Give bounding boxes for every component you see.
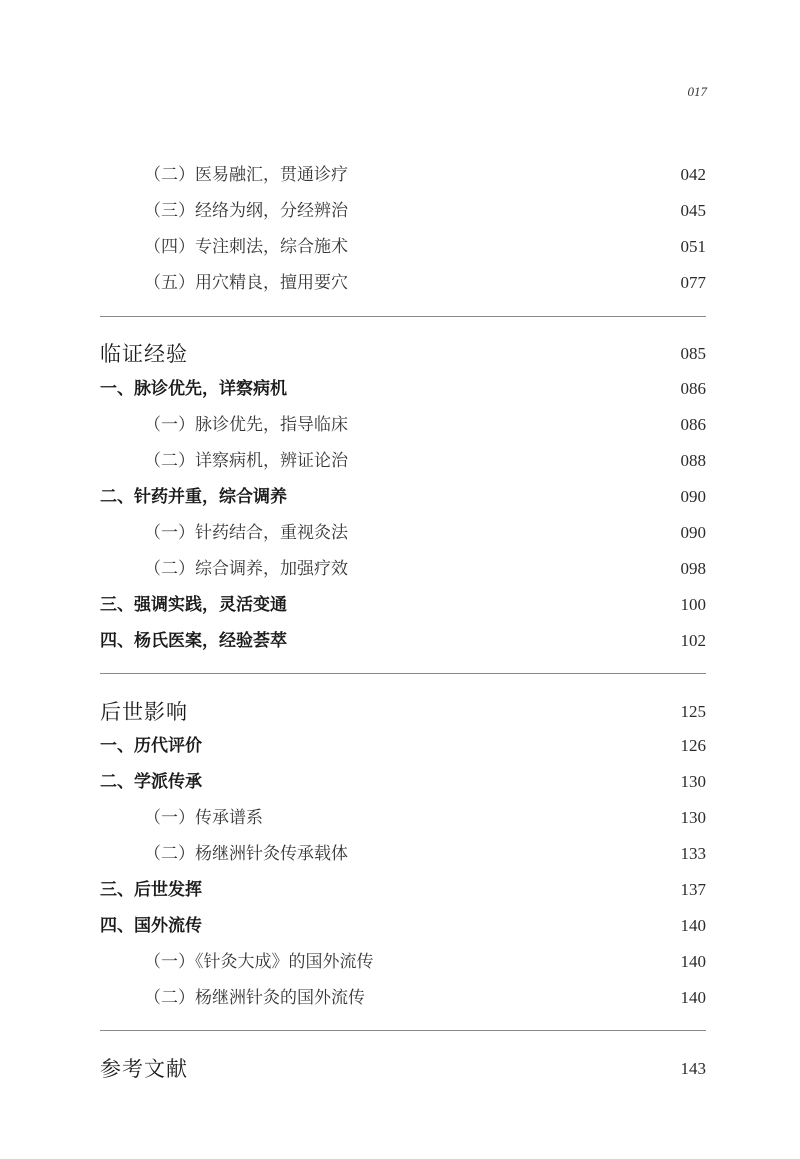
toc-entry[interactable] [100, 836, 706, 872]
section-divider [100, 673, 706, 674]
toc-entry-title: （二）杨继洲针灸传承载体 [144, 844, 348, 864]
toc-entry-page: 051 [680, 237, 706, 256]
toc-entry[interactable] [100, 944, 706, 980]
toc-entry[interactable] [100, 872, 706, 908]
toc-entry-title: 二、学派传承 [100, 772, 202, 792]
toc-section-heading[interactable] [100, 694, 706, 730]
toc-entry-page: 090 [680, 487, 706, 506]
toc-entry[interactable] [100, 800, 706, 836]
toc-entry-title: （一）针药结合，重视灸法 [144, 523, 348, 543]
toc-entry-title: 三、后世发挥 [100, 880, 202, 900]
toc-entry-page: 042 [680, 165, 706, 184]
toc-entry-page: 088 [680, 451, 706, 470]
toc-entry[interactable] [100, 443, 706, 479]
toc-entry-title: 三、强调实践，灵活变通 [100, 595, 287, 615]
toc-entry-page: 133 [680, 844, 706, 863]
toc-entry-title: （二）详察病机，辨证论治 [144, 451, 348, 471]
toc-entry-title: （二）综合调养，加强疗效 [144, 559, 348, 579]
toc-entry[interactable] [100, 623, 706, 659]
section-page: 085 [680, 344, 706, 363]
toc-entry[interactable] [100, 229, 706, 265]
toc-entry-page: 102 [680, 631, 706, 650]
toc-section-heading[interactable] [100, 336, 706, 372]
page-number: 017 [687, 84, 707, 99]
toc-entry-page: 130 [680, 808, 706, 827]
toc-entry[interactable] [100, 764, 706, 800]
toc-entry[interactable] [100, 157, 706, 193]
toc-entry-page: 140 [680, 916, 706, 935]
toc-entry-title: （一）《针灸大成》的国外流传 [144, 952, 374, 972]
toc-entry-title: 四、杨氏医案，经验荟萃 [100, 631, 287, 651]
section-title: 临证经验 [100, 342, 188, 366]
toc-entry[interactable] [100, 980, 706, 1016]
toc-entry-title: （一）脉诊优先，指导临床 [144, 415, 348, 435]
toc-entry-page: 137 [680, 880, 706, 899]
toc-entry-title: 四、国外流传 [100, 916, 202, 936]
toc-entry[interactable] [100, 407, 706, 443]
toc-entry-page: 140 [680, 988, 706, 1007]
toc-entry-title: 一、历代评价 [100, 736, 202, 756]
section-page: 125 [680, 702, 706, 721]
toc-entry-page: 140 [680, 952, 706, 971]
section-divider [100, 1030, 706, 1031]
toc-entry-page: 126 [680, 736, 706, 755]
toc-entry[interactable] [100, 551, 706, 587]
toc-entry-page: 130 [680, 772, 706, 791]
toc-entry[interactable] [100, 371, 706, 407]
toc-entry[interactable] [100, 908, 706, 944]
toc-entry[interactable] [100, 265, 706, 301]
toc-entry-page: 086 [680, 415, 706, 434]
toc-entry[interactable] [100, 193, 706, 229]
toc-section-heading[interactable] [100, 1051, 706, 1087]
toc-entry-title: （五）用穴精良，擅用要穴 [144, 273, 348, 293]
toc-entry[interactable] [100, 587, 706, 623]
toc-entry-title: 二、针药并重，综合调养 [100, 487, 287, 507]
section-title: 参考文献 [100, 1057, 188, 1081]
toc-entry-page: 100 [680, 595, 706, 614]
toc-entry-page: 090 [680, 523, 706, 542]
toc-entry-page: 045 [680, 201, 706, 220]
toc-entry-title: （四）专注刺法，综合施术 [144, 237, 348, 257]
toc-entry[interactable] [100, 479, 706, 515]
toc-entry[interactable] [100, 728, 706, 764]
toc-entry-page: 086 [680, 379, 706, 398]
section-title: 后世影响 [100, 700, 188, 724]
toc-entry-title: （二）医易融汇，贯通诊疗 [144, 165, 348, 185]
toc-entry-title: 一、脉诊优先，详察病机 [100, 379, 287, 399]
section-divider [100, 316, 706, 317]
section-page: 143 [680, 1059, 706, 1078]
toc-entry-title: （二）杨继洲针灸的国外流传 [144, 988, 365, 1008]
toc-entry-title: （一）传承谱系 [144, 808, 263, 828]
toc-entry-title: （三）经络为纲，分经辨治 [144, 201, 348, 221]
toc-entry-page: 098 [680, 559, 706, 578]
toc-entry-page: 077 [680, 273, 706, 292]
toc-entry[interactable] [100, 515, 706, 551]
